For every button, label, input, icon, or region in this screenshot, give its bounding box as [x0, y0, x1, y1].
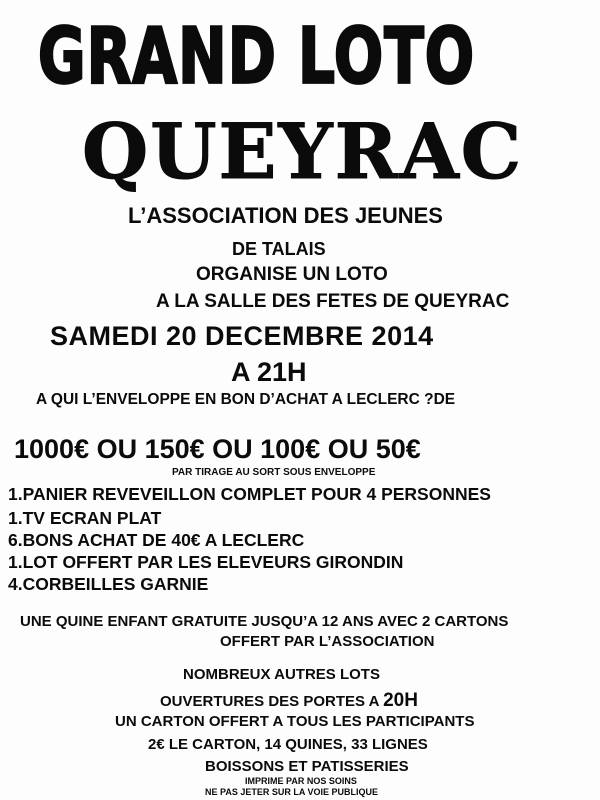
doors-open-time: 20H	[383, 690, 418, 711]
prize-item: 1.TV ECRAN PLAT	[8, 508, 162, 528]
poster-title: GRAND LOTO	[38, 11, 476, 102]
draw-note: PAR TIRAGE AU SORT SOUS ENVELOPPE	[172, 467, 376, 478]
association-line: L’ASSOCIATION DES JEUNES	[128, 203, 443, 228]
prize-amounts: 1000€ OU 150€ OU 100€ OU 50€	[14, 434, 421, 464]
offered-by-line: OFFERT PAR L’ASSOCIATION	[220, 633, 435, 650]
poster-city: QUEYRAC	[82, 107, 524, 196]
organise-line: ORGANISE UN LOTO	[196, 264, 388, 285]
prize-item: 1.LOT OFFERT PAR LES ELEVEURS GIRONDIN	[8, 552, 404, 572]
doors-open-label: OUVERTURES DES PORTES A	[160, 693, 384, 710]
prize-item: 4.CORBEILLES GARNIE	[8, 574, 209, 594]
doors-open-line	[160, 691, 418, 710]
talais-line: DE TALAIS	[232, 239, 326, 259]
venue-line: A LA SALLE DES FETES DE QUEYRAC	[156, 291, 510, 312]
pricing-line: 2€ LE CARTON, 14 QUINES, 33 LIGNES	[148, 736, 428, 753]
other-prizes-line: NOMBREUX AUTRES LOTS	[183, 666, 380, 683]
envelope-question: A QUI L’ENVELOPPE EN BON D’ACHAT A LECLERC ?DE	[36, 391, 456, 408]
prize-item: 1.PANIER REVEVEILLON COMPLET POUR 4 PERSONNES	[8, 484, 491, 504]
child-quine-line: UNE QUINE ENFANT GRATUITE JUSQU’A 12 ANS AVEC 2 CARTONS	[20, 613, 509, 630]
free-card-line: UN CARTON OFFERT A TOUS LES PARTICIPANTS	[115, 713, 475, 730]
event-time: A 21H	[231, 357, 307, 387]
prize-item: 6.BONS ACHAT DE 40€ A LECLERC	[8, 530, 305, 550]
printed-note: IMPRIME PAR NOS SOINS	[245, 776, 357, 786]
refreshments-line: BOISSONS ET PATISSERIES	[205, 758, 409, 775]
litter-note: NE PAS JETER SUR LA VOIE PUBLIQUE	[205, 787, 379, 797]
event-date: SAMEDI 20 DECEMBRE 2014	[50, 321, 434, 351]
